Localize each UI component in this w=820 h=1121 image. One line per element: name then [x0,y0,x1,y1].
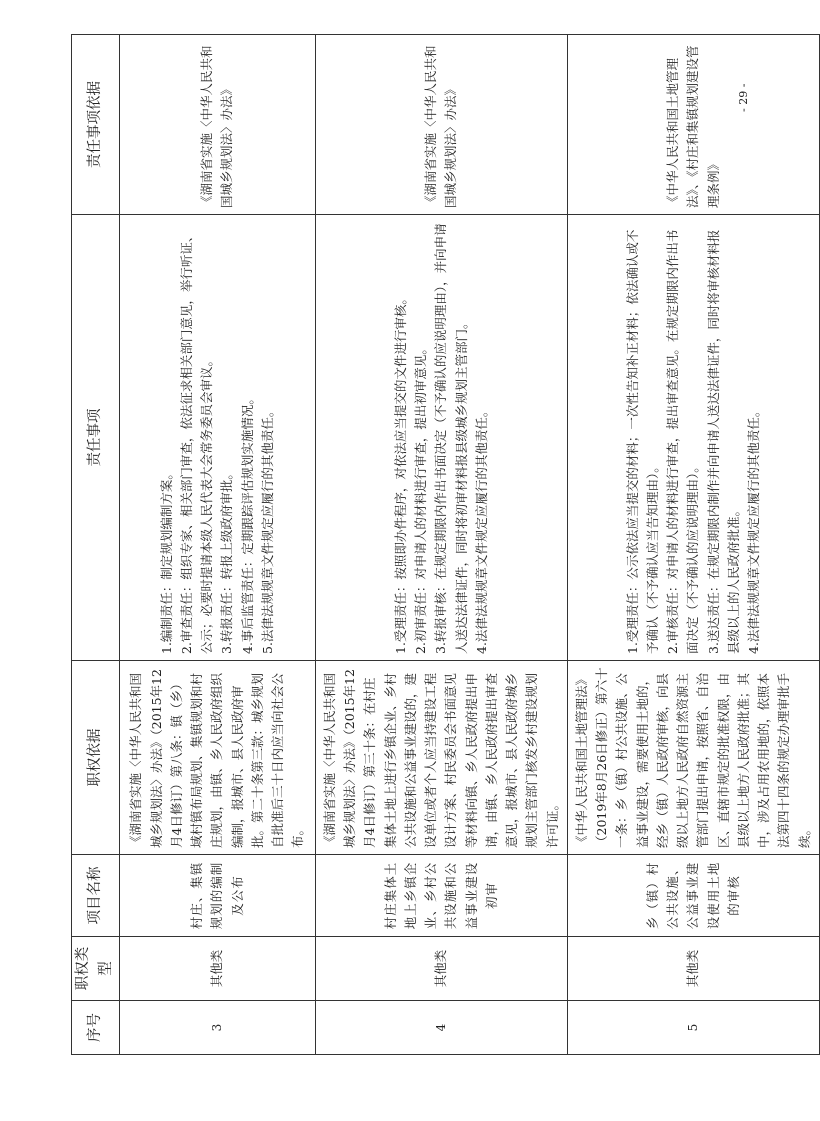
header-basis: 职权依据 [72,661,120,855]
table-row [119,35,315,1055]
row-index: 5 [567,1001,819,1055]
row-category: 其他类 [567,937,819,1001]
row-basis: 《中华人民共和国土地管理法》（2019年8月26日修正）第六十一条：乡（镇）村公共设施、公益事业建设，需要使用土地的，经乡（镇）人民政府审核，向县级以上地方人民政府自然资源主管部门提出申请，按照省、自治区、直辖市规定的批准权限，由县级以上地方人民政府批准；其中，涉及占用农用地的，依照本法第四十四条的规定办理审批手续。 [567,661,819,855]
row-duty-basis: 《湖南省实施〈中华人民共和国城乡规划法〉办法》 [119,35,315,215]
duty-line: 1.受理责任：按照即办件程序，对依法应当提交的文件进行审核。 [392,292,408,654]
header-item: 项目名称 [72,855,120,937]
row-duties [567,215,819,661]
header-index: 序号 [72,1001,120,1055]
row-duties [119,215,315,661]
duty-line: 2.审核责任：对申请人的材料进行审查，提出审查意见。在规定期限内作出书面决定（不予确认的应说明理由）。 [665,229,701,654]
table-row [567,35,819,1055]
duty-line: 1.编制责任：制定规划编制方案。 [158,467,174,654]
row-category: 其他类 [119,937,315,1001]
header-duty-basis: 责任事项依据 [72,35,120,215]
row-duties [315,215,567,661]
row-basis: 《湖南省实施〈中华人民共和国城乡规划法〉办法》（2015年12月4日修订）第三十条：在村庄集体土地上进行乡镇企业、乡村公共设施和公益事业建设的，建设单位或者个人应当持建设工程设计方案、村民委员会书面意见等材料向镇、乡人民政府提出申请，由镇、乡人民政府提出审查意见，报城市、县人民政府城乡规划主管部门核发乡村建设规划许可证。 [315,661,567,855]
duty-line: 5.法律法规规章文件规定应履行的其他责任。 [259,404,275,654]
duty-line: 2.审查责任：组织专家、相关部门审查，依法征求相关部门意见，举行听证、公示；必要时提请本级人民代表大会常务委员会审议。 [178,229,215,654]
duty-line: 1.受理责任：公示依法应当提交的材料；一次性告知补正材料；依法确认或不予确认（不予确认应当告知理由）。 [624,229,660,654]
duty-line: 3.送达责任：在规定期限内制作并向申请人送达法律证件，同时将审核材料报县级以上的人民政府批准。 [705,229,741,654]
row-duty-basis: 《中华人民共和国土地管理法》、《村庄和集镇规划建设管理条例》 [567,35,819,215]
row-item-name: 村庄集体土地上乡镇企业、乡村公共设施和公益事业建设初审 [315,855,567,937]
row-index: 4 [315,1001,567,1055]
duty-line: 4.法律法规规章文件规定应履行的其他责任。 [473,404,489,654]
table-row [315,35,567,1055]
header-duties: 责任事项 [72,215,120,661]
row-category: 其他类 [315,937,567,1001]
table-header-row [72,35,120,1055]
row-item-name: 村庄、集镇规划的编制及公布 [119,855,315,937]
row-basis: 《湖南省实施〈中华人民共和国城乡规划法〉办法》（2015年12月4日修订）第八条：镇（乡）域村镇布局规划、集镇规划和村庄规划，由镇、乡人民政府组织编制，报城市、县人民政府审批。第二十条第三款：城乡规划自批准后三十日内应当向社会公布。 [119,661,315,855]
duty-line: 3.转报审核：在规定期限内作出书面决定（不予确认的应说明理由），并向申请人送达法律证件，同时将初审材料报县级城乡规划主管部门。 [433,223,469,654]
duty-line: 3.转报责任：转报上级政府审批。 [219,467,235,654]
row-duty-basis: 《湖南省实施〈中华人民共和国城乡规划法〉办法》 [315,35,567,215]
header-category: 职权类型 [72,937,120,1001]
page-number-text: - 29 - [737,83,750,112]
responsibility-table [71,34,820,1055]
row-item-name: 乡（镇）村公共设施、公益事业建设使用土地的审核 [567,855,819,937]
duty-line: 2.初审责任：对申请人的材料进行审查，提出初审意见。 [413,342,429,654]
duty-line: 4.法律法规规章文件规定应履行的其他责任。 [746,404,762,654]
duty-line: 4.事后监管责任：定期跟踪评估规划实施情况。 [239,392,255,654]
row-index: 3 [119,1001,315,1055]
